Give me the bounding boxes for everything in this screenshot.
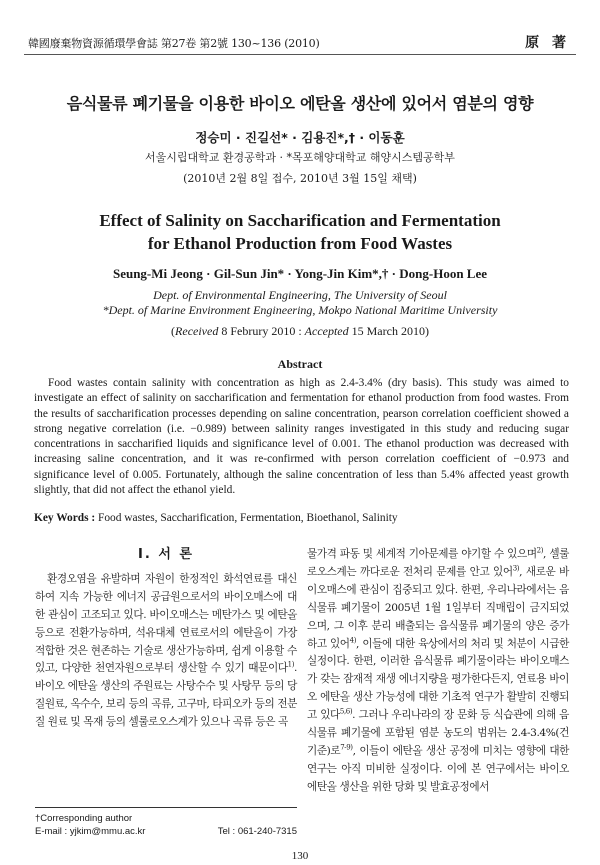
korean-authors: 정승미 · 진길선* · 김용진*,† · 이동훈	[195, 130, 405, 145]
korean-affiliation: 서울시립대학교 환경공학과 · *목포해양대학교 해양시스템공학부	[145, 151, 455, 164]
running-header	[24, 30, 576, 55]
keywords-label: Key Words :	[34, 512, 99, 524]
reference-mark: 1)	[287, 660, 295, 669]
reference-mark: 2)	[536, 546, 544, 555]
korean-dates: (2010년 2월 8일 접수, 2010년 3월 15일 채택)	[183, 172, 417, 185]
english-title	[0, 209, 600, 255]
accepted-label: Accepted	[304, 324, 349, 338]
abstract-heading: Abstract	[277, 357, 323, 371]
article-type-badge: 原 著	[525, 35, 570, 51]
reference-mark: 3)	[512, 564, 520, 573]
footnote-label: †Corresponding author	[35, 813, 133, 824]
english-title-line1: Effect of Salinity on Saccharification and Fermentation	[99, 211, 501, 230]
english-title-line2: for Ethanol Production from Food Wastes	[147, 234, 453, 253]
intro-paragraph-left: 환경오염을 유발하며 자원이 한정적인 화석연료를 대신하여 지속 가능한 에너지 공급원으로서의 바이오매스에 대한 관심이 고조되고 있다. 바이오매스는 메탄가스 및 에탄올 등으로 전환가능하며, 석유대체 연료로서의 에탄올이 가장 적합한 것은 현존하는 기술로 생산가능하며, 쉽게 이용할 수 있고, 다양한 천연자원으로부터 생산할 수 있기 때문이다$^{1)}$. 바이오 에탄올 생산의 주원료는 사탕수수 및 사탕무 등의 당질원료, 옥수수, 보리 등의 곡류, 고구마, 타피오카 등의 전분질 원료 및 목재 등의 셀룰로오스계가 있으나 곡류 등은 곡	[35, 572, 297, 729]
footnote-contact	[35, 825, 297, 838]
body-column-right	[307, 546, 569, 797]
section-heading: I. 서 론	[138, 547, 194, 562]
reference-mark: 5,6)	[339, 707, 353, 716]
english-affiliation	[0, 288, 600, 318]
journal-citation: 韓國廢棄物資源循環學會誌 第27卷 第2號 130~136 (2010)	[28, 37, 320, 50]
received-date: 8 Februry 2010 :	[218, 324, 305, 338]
intro-paragraph-right: 물가격 파동 및 세계적 기아문제를 야기할 수 있으며$^{2)}$, 셀룰로오스계는 까다로운 전처리 문제를 안고 있어$^{3)}$, 새로운 바이오매스에 관심이 집중되고 있다. 한편, 우리나라에서는 음식물류 폐기물이 2005년 1월 1일부터 직매립이 금지되었으며, 그 이후 분리 배출되는 음식물류 폐기물의 양은 증가하고 있어$^{4)}$, 이들에 대한 육상에서의 처리 및 처분이 시급한 실정이다. 한편, 이러한 음식물류 폐기물이라는 바이오매스가 갖는 잠재적 재생 에너지량을 평가한다든지, 연료용 바이오 에탄올 생산 가능성에 대한 기초적 연구가 활발히 진행되고 있다$^{5,6)}$. 그러나 우리나라의 장 문화 등 식습관에 의해 음식물류 폐기물에 포함된 염분 농도의 범위는 2.4-3.4%(건기준)로$^{7-9)}$, 이들이 에탄올 생산 공정에 미치는 영향에 대한 연구는 아직 미비한 실정이다. 이에 본 연구에서는 바이오 에탄올 생산을 위한 당화 및 발효공정에서	[307, 546, 570, 793]
keywords-list: Food wastes, Saccharification, Fermentation, Bioethanol, Salinity	[98, 512, 398, 524]
author-phone: Tel : 061-240-7315	[217, 826, 297, 837]
accepted-date: 15 March 2010	[348, 324, 425, 338]
keywords	[34, 512, 569, 524]
abstract-body: Food wastes contain salinity with concentration as high as 2.4-3.4% (dry basis). This study was aimed to investigate an effect of salinity on saccharification and fermentation for ethanol production from food wastes. From the results of saccharification processes depending on saline concentration, pearson correlation coefficient showed a strong negative correlation (i.e. −0.989) between salinity ranges investigated in this study and reducing sugar concentrations in saccharified liquids and significance level of 0.001. The ethanol production was decreased with increasing saline concentration, and it was re-confirmed with person correlation coefficient of −0.973 and significance level of 0.005. Fortunately, although the saline concentration of less than 5.4% affected yeast growth slightly, that did not affect the ethanol yield.	[34, 377, 569, 497]
korean-title: 음식물류 폐기물을 이용한 바이오 에탄올 생산에 있어서 염분의 영향	[66, 94, 534, 113]
body-column-left	[35, 546, 297, 732]
author-email[interactable]: E-mail : yjkim@mmu.ac.kr	[35, 826, 146, 837]
english-dates: (Received 8 Februry 2010 : Accepted 15 March 2010)	[171, 324, 429, 338]
corresponding-author-footnote	[35, 807, 297, 838]
reference-mark: 7-9)	[340, 743, 353, 752]
affiliation-line1: Dept. of Environmental Engineering, The University of Seoul	[153, 288, 447, 302]
english-authors: Seung-Mi Jeong · Gil-Sun Jin* · Yong-Jin Kim*,† · Dong-Hoon Lee	[112, 266, 488, 281]
affiliation-line2: *Dept. of Marine Environment Engineering, Mokpo National Maritime University	[102, 303, 498, 317]
received-label: Received	[175, 324, 219, 338]
page-number: 130	[291, 850, 309, 862]
reference-mark: 4)	[349, 636, 357, 644]
